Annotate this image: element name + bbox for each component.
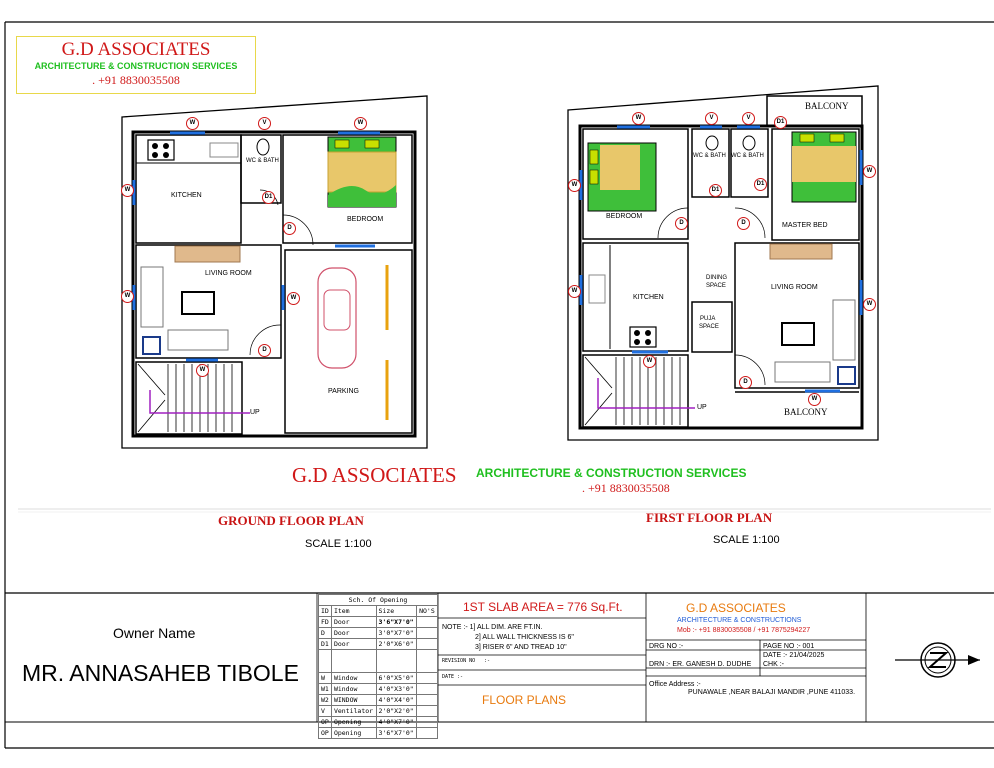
ff-label-up: UP bbox=[697, 404, 707, 411]
schedule-cell bbox=[331, 650, 376, 673]
gf-label-bedroom: BEDROOM bbox=[347, 216, 384, 223]
note-3: 3] RISER 6" AND TREAD 10" bbox=[475, 644, 567, 651]
company-subtitle: ARCHITECTURE & CONSTRUCTIONS bbox=[677, 617, 802, 624]
schedule-cell bbox=[319, 650, 332, 673]
tag-d1: D1 bbox=[709, 184, 722, 197]
schedule-cell: 3'6"X7'0" bbox=[376, 617, 417, 628]
gf-burner bbox=[163, 152, 169, 158]
schedule-header: ID bbox=[319, 606, 332, 617]
schedule-cell bbox=[417, 728, 438, 739]
schedule-cell bbox=[417, 617, 438, 628]
ff-label-kitchen: KITCHEN bbox=[633, 294, 664, 301]
tag-w: W bbox=[863, 298, 876, 311]
tag-v: V bbox=[742, 112, 755, 125]
schedule-row bbox=[319, 706, 438, 717]
schedule-cell: Door bbox=[331, 639, 376, 650]
schedule-row bbox=[319, 695, 438, 706]
ff-table-icon bbox=[782, 323, 814, 345]
ground-floor-title: GROUND FLOOR PLAN bbox=[218, 513, 364, 528]
ff-burner bbox=[634, 330, 640, 336]
ff-pillow bbox=[800, 134, 814, 142]
tag-d1: D1 bbox=[774, 116, 787, 129]
schedule-cell: Door bbox=[331, 617, 376, 628]
center-logo-title: G.D ASSOCIATES bbox=[292, 463, 457, 487]
slab-area: 1ST SLAB AREA = 776 Sq.Ft. bbox=[463, 600, 623, 614]
schedule-row bbox=[319, 639, 438, 650]
opening-schedule bbox=[318, 594, 438, 739]
header-logo-phone: . +91 8830035508 bbox=[92, 73, 180, 87]
schedule-cell: W bbox=[319, 673, 332, 684]
ff-label-dining2: SPACE bbox=[706, 283, 726, 289]
first-floor-title: FIRST FLOOR PLAN bbox=[646, 510, 773, 525]
note-2: 2] ALL WALL THICKNESS IS 6" bbox=[475, 634, 574, 641]
schedule-cell: Ventilator bbox=[331, 706, 376, 717]
schedule-row bbox=[319, 717, 438, 728]
schedule-cell: Window bbox=[331, 673, 376, 684]
ff-burner bbox=[634, 339, 640, 345]
gf-label-kitchen: KITCHEN bbox=[171, 192, 202, 199]
note-1: NOTE :- 1] ALL DIM. ARE FT.IN. bbox=[442, 624, 543, 631]
ground-floor-plan bbox=[122, 96, 427, 448]
checked-by: CHK :- bbox=[763, 661, 784, 668]
gf-stair-treads bbox=[138, 364, 232, 432]
tag-w: W bbox=[287, 292, 300, 305]
drawn-by: DRN :- ER. GANESH D. DUDHE bbox=[649, 661, 752, 668]
ff-pillow bbox=[590, 170, 598, 184]
company-name: G.D ASSOCIATES bbox=[686, 601, 786, 615]
tag-d1: D1 bbox=[262, 191, 275, 204]
tag-w: W bbox=[196, 364, 209, 377]
schedule-cell: 2'0"X2'0" bbox=[376, 706, 417, 717]
schedule-cell: W2 bbox=[319, 695, 332, 706]
ff-label-puja: PUJA bbox=[700, 316, 716, 322]
tag-w: W bbox=[632, 112, 645, 125]
ground-floor-scale: SCALE 1:100 bbox=[305, 538, 372, 550]
gf-sink-icon bbox=[210, 143, 238, 157]
first-floor-scale: SCALE 1:100 bbox=[713, 534, 780, 546]
ff-sink-icon bbox=[589, 275, 605, 303]
owner-label: Owner Name bbox=[113, 625, 196, 641]
schedule-cell: Door bbox=[331, 628, 376, 639]
tag-w: W bbox=[568, 285, 581, 298]
schedule-cell: D1 bbox=[319, 639, 332, 650]
schedule-row bbox=[319, 650, 438, 673]
tag-d: D bbox=[283, 222, 296, 235]
gf-pillow bbox=[365, 140, 379, 148]
schedule-cell: 4'0"X4'0" bbox=[376, 695, 417, 706]
ff-burner bbox=[645, 339, 651, 345]
tag-d: D bbox=[739, 376, 752, 389]
gf-burner bbox=[152, 143, 158, 149]
schedule-cell bbox=[417, 650, 438, 673]
ff-bed-blanket bbox=[600, 145, 640, 190]
tag-v: V bbox=[258, 117, 271, 130]
ff-stove-icon bbox=[630, 327, 656, 347]
gf-pillow bbox=[335, 140, 349, 148]
schedule-cell bbox=[417, 706, 438, 717]
schedule-cell bbox=[417, 684, 438, 695]
drg-no: DRG NO :- bbox=[649, 643, 684, 650]
ff-label-puja2: SPACE bbox=[699, 324, 719, 330]
schedule-cell: Opening bbox=[331, 717, 376, 728]
tag-w: W bbox=[568, 179, 581, 192]
schedule-header: NO'S bbox=[417, 606, 438, 617]
gf-table-icon bbox=[182, 292, 214, 314]
ff-sofa-bottom bbox=[775, 362, 830, 382]
ff-pillow bbox=[590, 150, 598, 164]
owner-name: MR. ANNASAHEB TIBOLE bbox=[22, 660, 299, 686]
schedule-cell: Window bbox=[331, 684, 376, 695]
schedule-cell: OP bbox=[319, 728, 332, 739]
gf-bed-blanket bbox=[328, 152, 396, 192]
drawing-title: FLOOR PLANS bbox=[482, 693, 567, 707]
schedule-cell: OP bbox=[319, 717, 332, 728]
north-arrow-icon bbox=[895, 643, 980, 677]
tag-d: D bbox=[675, 217, 688, 230]
ff-label-balcony-bottom: BALCONY bbox=[784, 407, 828, 417]
schedule-header: Item bbox=[331, 606, 376, 617]
tag-v: V bbox=[705, 112, 718, 125]
tag-w: W bbox=[808, 393, 821, 406]
ff-label-wc1: WC & BATH bbox=[693, 153, 726, 159]
ff-burner bbox=[645, 330, 651, 336]
ff-toilet-icon bbox=[706, 136, 718, 150]
schedule-cell: 3'6"X7'0" bbox=[376, 728, 417, 739]
tag-d: D bbox=[737, 217, 750, 230]
tag-w: W bbox=[121, 184, 134, 197]
gf-label-wc: WC & BATH bbox=[246, 158, 279, 164]
ff-label-balcony-top: BALCONY bbox=[805, 101, 849, 111]
first-floor-plan bbox=[568, 86, 878, 440]
ff-toilet-icon bbox=[743, 136, 755, 150]
schedule-row bbox=[319, 684, 438, 695]
office-label: Office Address :- bbox=[649, 681, 701, 688]
ff-master-blanket bbox=[792, 146, 856, 182]
header-logo-subtitle: ARCHITECTURE & CONSTRUCTION SERVICES bbox=[34, 61, 238, 71]
revision-value: :- bbox=[484, 658, 491, 664]
tag-w: W bbox=[643, 355, 656, 368]
schedule-title: Sch. Of Opening bbox=[319, 595, 438, 606]
header-logo-title: G.D ASSOCIATES bbox=[61, 39, 211, 60]
page-no: PAGE NO :- 001 bbox=[763, 643, 815, 650]
schedule-cell bbox=[376, 650, 417, 673]
tag-w: W bbox=[186, 117, 199, 130]
tag-w: W bbox=[863, 165, 876, 178]
schedule-cell: 2'0"X6'0" bbox=[376, 639, 417, 650]
ff-sofa-right bbox=[833, 300, 855, 360]
schedule-row bbox=[319, 617, 438, 628]
ff-label-bedroom: BEDROOM bbox=[606, 213, 643, 220]
schedule-cell: D bbox=[319, 628, 332, 639]
tag-d: D bbox=[258, 344, 271, 357]
schedule-cell: FD bbox=[319, 617, 332, 628]
center-logo-phone: . +91 8830035508 bbox=[582, 481, 670, 495]
schedule-cell: 4'0"X3'0" bbox=[376, 684, 417, 695]
schedule-header-row bbox=[319, 606, 438, 617]
gf-sofa-bottom bbox=[168, 330, 228, 350]
gf-sofa-left bbox=[141, 267, 163, 327]
header-logo bbox=[16, 36, 256, 94]
ff-side-table bbox=[838, 367, 855, 384]
schedule-cell bbox=[417, 673, 438, 684]
schedule-row bbox=[319, 673, 438, 684]
tag-w: W bbox=[121, 290, 134, 303]
schedule-cell: 4'0"X7'0" bbox=[376, 717, 417, 728]
schedule-cell: 3'0"X7'0" bbox=[376, 628, 417, 639]
schedule-header: Size bbox=[376, 606, 417, 617]
ff-label-master: MASTER BED bbox=[782, 222, 828, 229]
schedule-cell: V bbox=[319, 706, 332, 717]
gf-stair-walls bbox=[136, 362, 242, 434]
ff-stair-treads bbox=[585, 357, 680, 425]
gf-toilet-icon bbox=[257, 139, 269, 155]
schedule-cell: 6'0"X5'0" bbox=[376, 673, 417, 684]
ff-tv-unit bbox=[770, 244, 832, 259]
ff-pillow bbox=[830, 134, 844, 142]
ff-stair-arrow bbox=[598, 378, 695, 408]
ff-label-wc2: WC & BATH bbox=[731, 153, 764, 159]
revision-label: REVISION NO bbox=[442, 658, 476, 664]
center-logo-subtitle: ARCHITECTURE & CONSTRUCTION SERVICES bbox=[476, 466, 747, 480]
gf-burner bbox=[163, 143, 169, 149]
gf-stove-icon bbox=[148, 140, 174, 160]
schedule-row bbox=[319, 628, 438, 639]
gf-burner bbox=[152, 152, 158, 158]
gf-tv-unit bbox=[175, 246, 240, 262]
schedule-row bbox=[319, 728, 438, 739]
ff-label-living: LIVING ROOM bbox=[771, 284, 818, 291]
schedule-cell bbox=[417, 639, 438, 650]
tag-w: W bbox=[354, 117, 367, 130]
schedule-cell: W1 bbox=[319, 684, 332, 695]
schedule-cell bbox=[417, 628, 438, 639]
gf-side-table bbox=[143, 337, 160, 354]
gf-label-parking: PARKING bbox=[328, 388, 359, 395]
tag-d1: D1 bbox=[754, 178, 767, 191]
gf-label-living: LIVING ROOM bbox=[205, 270, 252, 277]
ff-label-dining: DINING bbox=[706, 275, 727, 281]
office-address: PUNAWALE ,NEAR BALAJI MANDIR ,PUNE 411033. bbox=[688, 689, 856, 696]
schedule-cell bbox=[417, 717, 438, 728]
company-mobile: Mob :- +91 8830035508 / +91 7875294227 bbox=[677, 627, 811, 634]
schedule-cell: WINDOW bbox=[331, 695, 376, 706]
gf-label-up: UP bbox=[250, 409, 260, 416]
schedule-cell bbox=[417, 695, 438, 706]
schedule-cell: Opening bbox=[331, 728, 376, 739]
date-value: DATE :- 21/04/2025 bbox=[763, 652, 825, 659]
date-label: DATE :- bbox=[442, 674, 464, 680]
